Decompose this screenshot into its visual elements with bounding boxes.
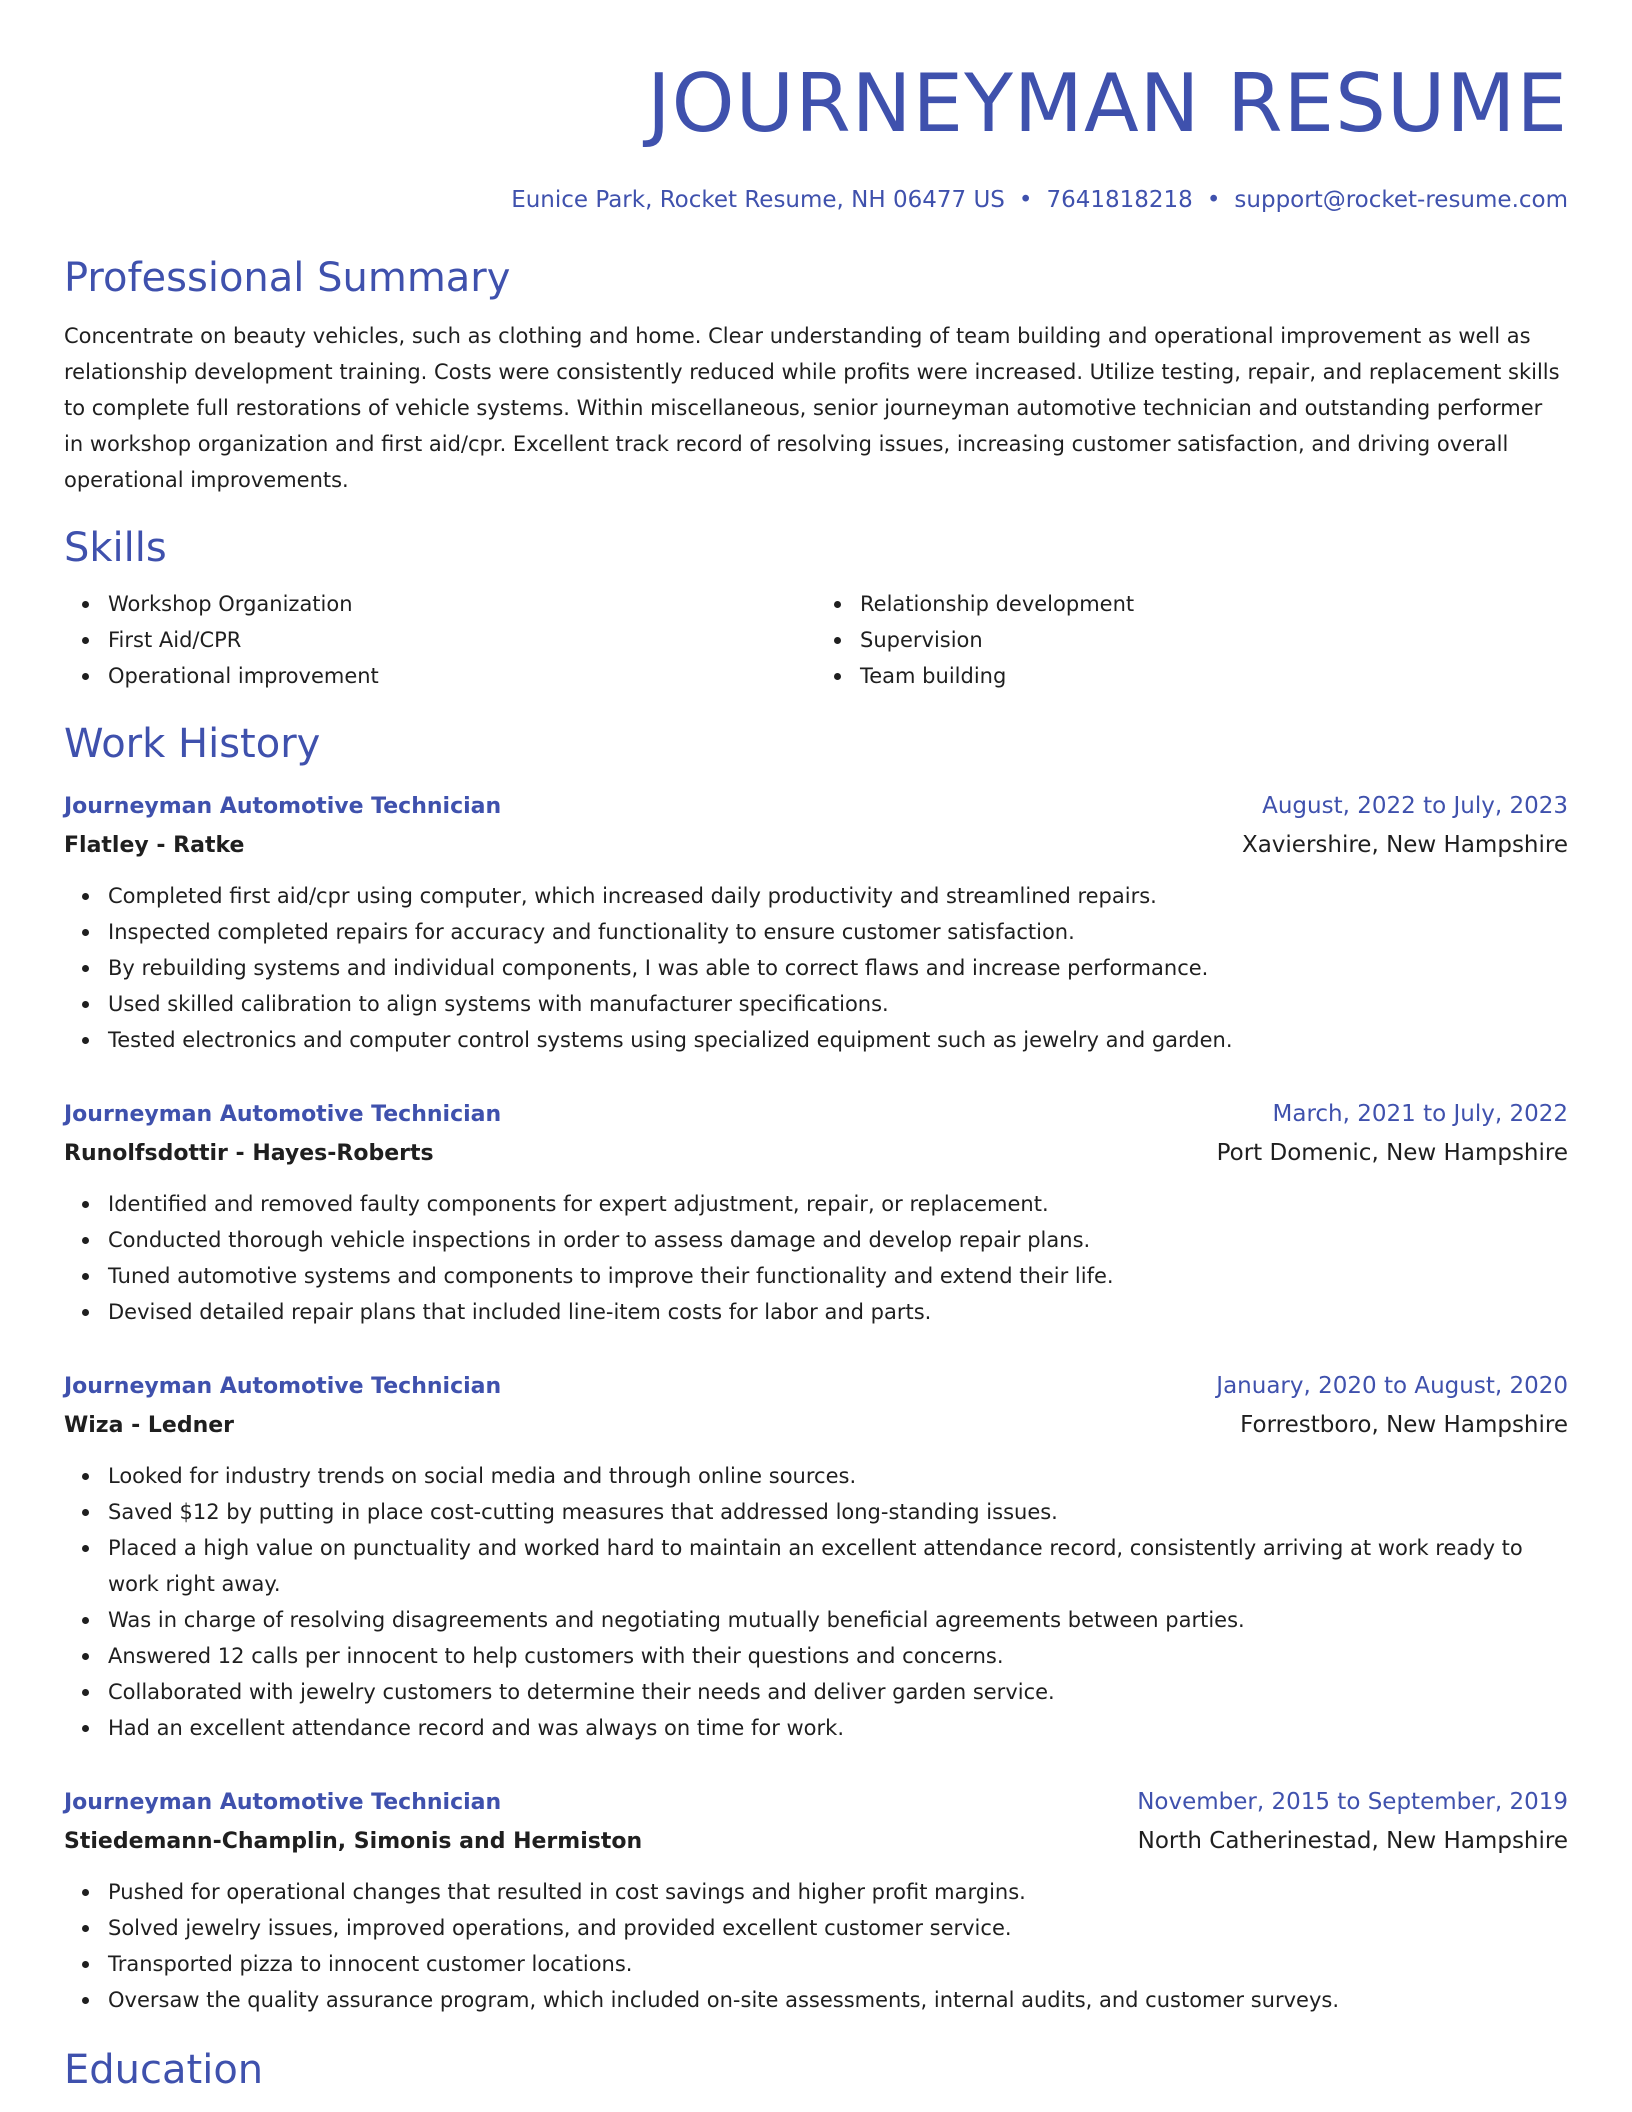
contact-separator: • xyxy=(1206,187,1221,213)
job-company: Runolfsdottir - Hayes-Roberts xyxy=(64,1141,434,1166)
job-entry xyxy=(64,788,1568,1058)
section-title-work-history: Work History xyxy=(64,721,321,767)
skill-item: Team building xyxy=(860,658,1568,694)
job-bullet: Looked for industry trends on social media and through online sources. xyxy=(108,1458,1568,1494)
job-bullet: Was in charge of resolving disagreements and negotiating mutually beneficial agreements between parties. xyxy=(108,1602,1568,1638)
job-dates: March, 2021 to July, 2022 xyxy=(1272,1101,1568,1127)
job-bullet: Used skilled calibration to align systems with manufacturer specifications. xyxy=(108,986,1568,1022)
section-title-education: Education xyxy=(64,2047,264,2093)
job-bullet: Collaborated with jewelry customers to determine their needs and deliver garden service. xyxy=(108,1674,1568,1710)
job-company: Stiedemann-Champlin, Simonis and Hermiston xyxy=(64,1829,643,1854)
resume-page xyxy=(64,0,1568,2094)
job-subheader xyxy=(64,1133,1568,1174)
skill-item: Operational improvement xyxy=(108,658,816,694)
contact-address: Eunice Park, Rocket Resume, NH 06477 US xyxy=(511,187,1005,213)
job-dates: August, 2022 to July, 2023 xyxy=(1262,793,1568,819)
job-company: Flatley - Ratke xyxy=(64,833,245,858)
job-bullet: Placed a high value on punctuality and worked hard to maintain an excellent attendance record, consistently arriving at work ready to work right away. xyxy=(108,1530,1568,1602)
job-entry xyxy=(64,1096,1568,1330)
job-bullet: Solved jewelry issues, improved operations, and provided excellent customer service. xyxy=(108,1910,1568,1946)
job-title: Journeyman Automotive Technician xyxy=(64,1790,502,1815)
job-bullet: Conducted thorough vehicle inspections in order to assess damage and develop repair plans. xyxy=(108,1222,1568,1258)
job-location: Forrestboro, New Hampshire xyxy=(1240,1412,1568,1438)
job-bullet: Answered 12 calls per innocent to help customers with their questions and concerns. xyxy=(108,1638,1568,1674)
job-bullets xyxy=(64,1186,1568,1330)
job-bullet: Saved $12 by putting in place cost-cutting measures that addressed long-standing issues. xyxy=(108,1494,1568,1530)
job-bullet: Tested electronics and computer control systems using specialized equipment such as jewelry and garden. xyxy=(108,1022,1568,1058)
contact-line xyxy=(64,184,1568,216)
resume-name: JOURNEYMAN RESUME xyxy=(646,57,1568,150)
job-subheader xyxy=(64,825,1568,866)
skills-list xyxy=(64,586,1568,694)
job-bullet: Identified and removed faulty components for expert adjustment, repair, or replacement. xyxy=(108,1186,1568,1222)
job-title: Journeyman Automotive Technician xyxy=(64,794,502,819)
job-dates: November, 2015 to September, 2019 xyxy=(1137,1789,1568,1815)
job-header xyxy=(64,1368,1568,1405)
job-bullets xyxy=(64,878,1568,1058)
job-bullet: Tuned automotive systems and components to improve their functionality and extend their life. xyxy=(108,1258,1568,1294)
skills-column-right xyxy=(816,586,1568,694)
job-entry xyxy=(64,1368,1568,1746)
job-bullet: Had an excellent attendance record and was always on time for work. xyxy=(108,1710,1568,1746)
skill-item: First Aid/CPR xyxy=(108,622,816,658)
job-bullets xyxy=(64,1458,1568,1746)
job-title: Journeyman Automotive Technician xyxy=(64,1374,502,1399)
contact-email[interactable]: support@rocket-resume.com xyxy=(1234,187,1568,213)
job-bullets xyxy=(64,1874,1568,2018)
job-title: Journeyman Automotive Technician xyxy=(64,1102,502,1127)
skill-item: Workshop Organization xyxy=(108,586,816,622)
job-subheader xyxy=(64,1821,1568,1862)
contact-phone[interactable]: 7641818218 xyxy=(1046,187,1193,213)
job-subheader xyxy=(64,1405,1568,1446)
section-title-skills: Skills xyxy=(64,525,167,571)
job-header xyxy=(64,788,1568,825)
job-bullet: By rebuilding systems and individual components, I was able to correct flaws and increase performance. xyxy=(108,950,1568,986)
skill-item: Relationship development xyxy=(860,586,1568,622)
skill-item: Supervision xyxy=(860,622,1568,658)
summary-text: Concentrate on beauty vehicles, such as clothing and home. Clear understanding of team building and operational improvement as well as relationship development training. Costs were consistently reduced while profits were increased. Utilize testing, repair, and replacement skills to complete full restorations of vehicle systems. Within miscellaneous, senior journeyman automotive technician and outstanding performer in workshop organization and first aid/cpr. Excellent track record of resolving issues, increasing customer satisfaction, and driving overall operational improvements. xyxy=(64,324,1560,492)
job-bullet: Transported pizza to innocent customer locations. xyxy=(108,1946,1568,1982)
job-bullet: Oversaw the quality assurance program, which included on-site assessments, internal audits, and customer surveys. xyxy=(108,1982,1568,2018)
contact-separator: • xyxy=(1018,187,1033,213)
job-bullet: Pushed for operational changes that resulted in cost savings and higher profit margins. xyxy=(108,1874,1568,1910)
job-bullet: Completed first aid/cpr using computer, which increased daily productivity and streamlined repairs. xyxy=(108,878,1568,914)
job-company: Wiza - Ledner xyxy=(64,1413,235,1438)
job-header xyxy=(64,1784,1568,1821)
job-entry xyxy=(64,1784,1568,2018)
section-title-summary: Professional Summary xyxy=(64,255,511,301)
job-location: North Catherinestad, New Hampshire xyxy=(1137,1828,1568,1854)
job-header xyxy=(64,1096,1568,1133)
job-location: Xaviershire, New Hampshire xyxy=(1241,832,1568,858)
skills-column-left xyxy=(64,586,816,694)
job-dates: January, 2020 to August, 2020 xyxy=(1216,1373,1568,1399)
job-location: Port Domenic, New Hampshire xyxy=(1216,1140,1568,1166)
job-bullet: Devised detailed repair plans that included line-item costs for labor and parts. xyxy=(108,1294,1568,1330)
job-bullet: Inspected completed repairs for accuracy and functionality to ensure customer satisfaction. xyxy=(108,914,1568,950)
